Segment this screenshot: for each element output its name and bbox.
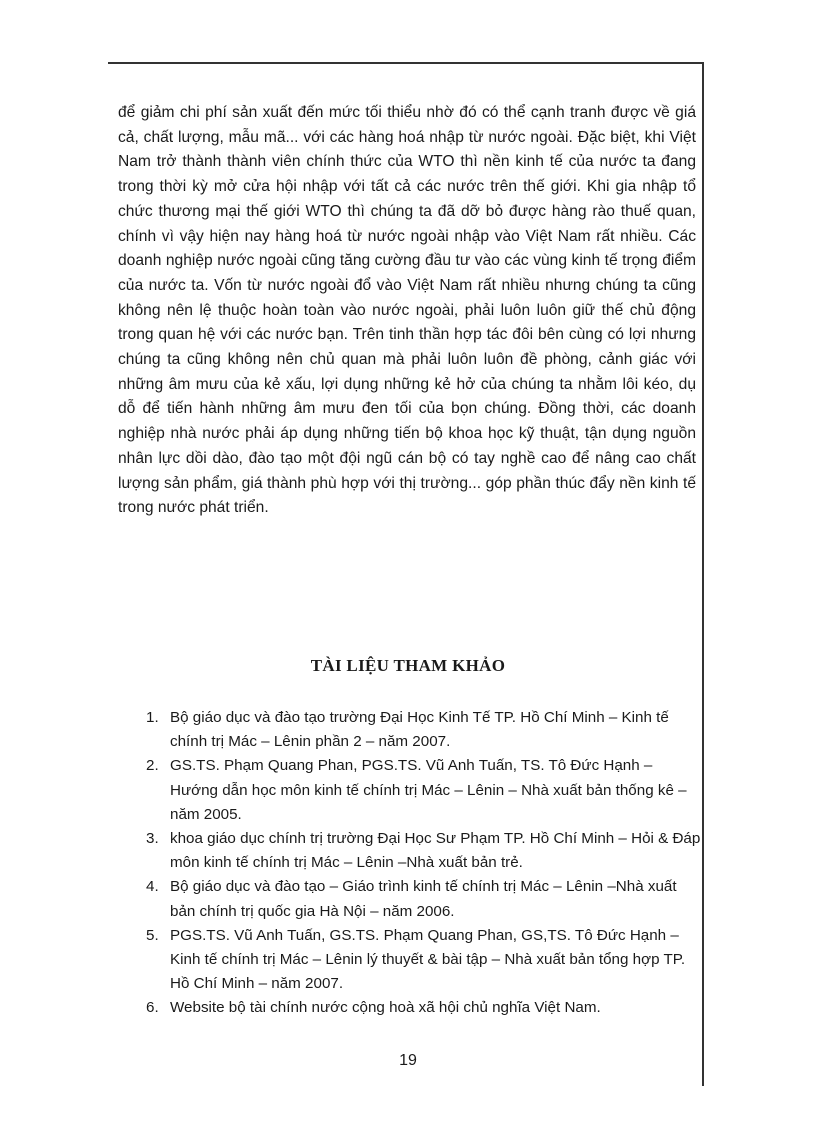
reference-number: 6. bbox=[146, 999, 159, 1017]
reference-text: Bộ giáo dục và đào tạo trường Đại Học Kinh Tế TP. Hồ Chí Minh – Kinh tế chính trị Mác – Lênin phần 2 – năm 2007. bbox=[170, 709, 669, 751]
reference-text: Bộ giáo dục và đào tạo – Giáo trình kinh tế chính trị Mác – Lênin –Nhà xuất bản chính trị quốc gia Hà Nội – năm 2006. bbox=[170, 878, 677, 920]
reference-item bbox=[146, 924, 702, 997]
reference-text: GS.TS. Phạm Quang Phan, PGS.TS. Vũ Anh Tuấn, TS. Tô Đức Hạnh – Hướng dẫn học môn kinh tế chính trị Mác – Lênin – Nhà xuất bản thống kê – năm 2005. bbox=[170, 757, 687, 823]
reference-text: PGS.TS. Vũ Anh Tuấn, GS.TS. Phạm Quang Phan, GS,TS. Tô Đức Hạnh – Kinh tế chính trị Mác – Lênin lý thuyết & bài tập – Nhà xuất bản tổng hợp TP. Hồ Chí Minh – năm 2007. bbox=[170, 926, 686, 993]
reference-item bbox=[146, 754, 702, 827]
reference-number: 5. bbox=[146, 926, 159, 944]
page-number: 19 bbox=[399, 1052, 417, 1069]
references-heading: TÀI LIỆU THAM KHẢO bbox=[310, 656, 506, 675]
body-paragraph: để giảm chi phí sản xuất đến mức tối thiểu nhờ đó có thể cạnh tranh được về giá cả, chất lượng, mẫu mã... với các hàng hoá nhập từ nước ngoài. Đặc biệt, khi Việt Nam trở thành thành viên chính thức của WTO thì nền kinh tế của nước ta đang trong thời kỳ mở cửa hội nhập với tất cả các nước trên thế giới. Khi gia nhập tổ chức thương mại thế giới WTO thì chúng ta đã dỡ bỏ được hàng rào thuế quan, chính vì vậy hiện nay hàng hoá từ nước ngoài nhập vào Việt Nam rất nhiều. Các doanh nghiệp nước ngoài cũng tăng cường đầu tư vào các vùng kinh tế trọng điểm của nước ta. Vốn từ nước ngoài đổ vào Việt Nam rất nhiều nhưng chúng ta cũng không nên lệ thuộc hoàn toàn vào nước ngoài, phải luôn luôn giữ thế chủ động trong quan hệ với các nước bạn. Trên tinh thần hợp tác đôi bên cùng có lợi nhưng chúng ta cũng không nên chủ quan mà phải luôn luôn đề phòng, cảnh giác với những âm mưu của kẻ xấu, lợi dụng những kẻ hở của chúng ta nhằm lôi kéo, dụ dỗ để tiến hành những âm mưu đen tối của bọn chúng. Đồng thời, các doanh nghiệp nhà nước phải áp dụng những tiến bộ khoa học kỹ thuật, tận dụng nguồn nhân lực dồi dào, đào tạo một đội ngũ cán bộ có tay nghề cao để nâng cao chất lượng sản phẩm, giá thành phù hợp với thị trường... góp phần thúc đẩy nền kinh tế trong nước phát triển. bbox=[118, 104, 696, 517]
reference-number: 3. bbox=[146, 830, 159, 848]
reference-text: Website bộ tài chính nước cộng hoà xã hội chủ nghĩa Việt Nam. bbox=[170, 999, 601, 1017]
reference-number: 2. bbox=[146, 757, 159, 775]
reference-item bbox=[146, 875, 702, 923]
reference-number: 4. bbox=[146, 878, 159, 896]
reference-item bbox=[146, 827, 702, 875]
reference-text: khoa giáo dục chính trị trường Đại Học Sư Phạm TP. Hồ Chí Minh – Hỏi & Đáp môn kinh tế chính trị Mác – Lênin –Nhà xuất bản trẻ. bbox=[170, 830, 701, 872]
reference-item bbox=[146, 996, 702, 1020]
reference-item bbox=[146, 706, 702, 754]
reference-number: 1. bbox=[146, 709, 159, 726]
references-list bbox=[146, 706, 702, 1021]
